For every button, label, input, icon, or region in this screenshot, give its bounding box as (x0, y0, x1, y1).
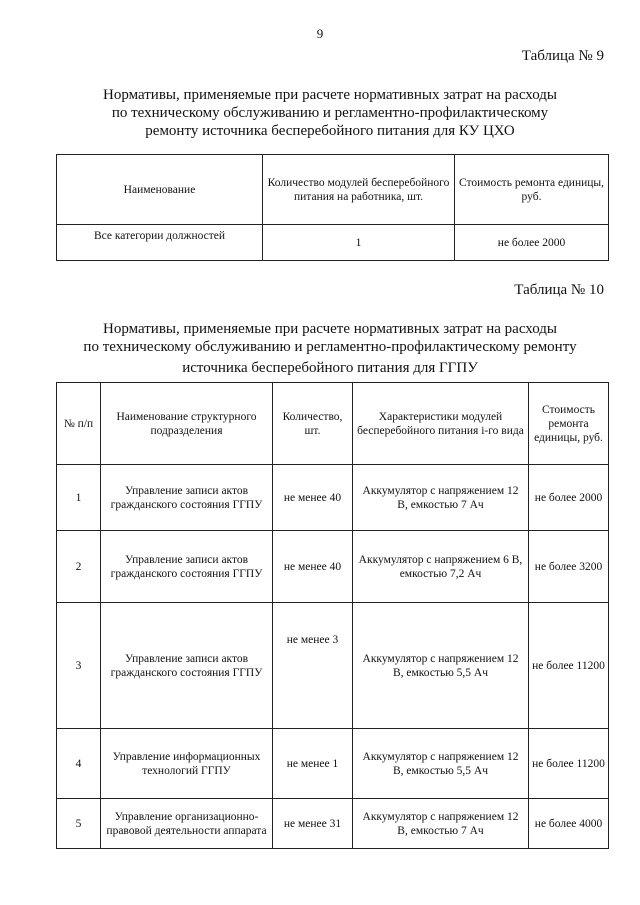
table-10-cell-department: Управление организационно-правовой деятельности аппарата (101, 799, 273, 849)
table-10-cell-characteristics: Аккумулятор с напряжением 12 В, емкостью 7 Ач (353, 465, 529, 531)
table-10-cell-department: Управление записи актов гражданского состояния ГГПУ (101, 531, 273, 603)
table-10-cell-characteristics: Аккумулятор с напряжением 12 В, емкостью 5,5 Ач (353, 603, 529, 729)
table-10-header-quantity: Количество, шт. (273, 383, 353, 465)
table-10-header-department: Наименование структурного подразделения (101, 383, 273, 465)
table-10-cell-department: Управление записи актов гражданского состояния ГГПУ (101, 603, 273, 729)
table-row (57, 225, 609, 261)
table-9-title-line: Нормативы, применяемые при расчете нормативных затрат на расходы (102, 87, 557, 103)
table-row (57, 531, 609, 603)
table-10-cell-characteristics: Аккумулятор с напряжением 12 В, емкостью 5,5 Ач (353, 729, 529, 799)
table-10-cell-number: 1 (57, 465, 101, 531)
table-9-header-name: Наименование (57, 155, 263, 225)
table-10-cell-characteristics: Аккумулятор с напряжением 6 В, емкостью 7,2 Ач (353, 531, 529, 603)
table-row (57, 729, 609, 799)
table-row (57, 465, 609, 531)
table-10-title (60, 320, 600, 377)
table-9-label: Таблица № 9 (521, 48, 604, 64)
table-row (57, 799, 609, 849)
table-10 (56, 382, 609, 849)
table-9-title-line: по техническому обслуживанию и регламентно-профилактическому (111, 105, 549, 121)
table-10-cell-cost: не более 11200 (529, 729, 609, 799)
table-10-cell-number: 2 (57, 531, 101, 603)
table-10-cell-number: 3 (57, 603, 101, 729)
table-10-cell-quantity: не менее 1 (273, 729, 353, 799)
table-row (57, 603, 609, 729)
table-10-title-line: источника бесперебойного питания для ГГПУ (182, 360, 478, 376)
table-10-cell-characteristics: Аккумулятор с напряжением 12 В, емкостью 7 Ач (353, 799, 529, 849)
table-9-header-row (57, 155, 609, 225)
table-9-header-cost: Стоимость ремонта единицы, руб. (455, 155, 609, 225)
table-10-cell-quantity: не менее 31 (273, 799, 353, 849)
table-9 (56, 154, 609, 261)
table-9-cell-quantity: 1 (263, 225, 455, 261)
page-number: 9 (316, 26, 324, 41)
table-9-title-line: ремонту источника бесперебойного питания для КУ ЦХО (145, 123, 515, 139)
table-10-header-row (57, 383, 609, 465)
table-10-cell-quantity: не менее 40 (273, 531, 353, 603)
table-10-cell-cost: не более 11200 (529, 603, 609, 729)
table-10-cell-number: 5 (57, 799, 101, 849)
table-10-title-line: Нормативы, применяемые при расчете нормативных затрат на расходы (102, 321, 557, 337)
table-10-cell-number: 4 (57, 729, 101, 799)
table-10-cell-department: Управление информационных технологий ГГПУ (101, 729, 273, 799)
table-9-cell-cost: не более 2000 (455, 225, 609, 261)
table-10-cell-quantity: не менее 40 (273, 465, 353, 531)
table-9-header-quantity: Количество модулей бесперебойного питания на работника, шт. (263, 155, 455, 225)
table-10-cell-quantity: не менее 3 (273, 603, 353, 729)
table-10-label: Таблица № 10 (514, 282, 604, 298)
table-10-header-characteristics: Характеристики модулей бесперебойного питания i-го вида (353, 383, 529, 465)
table-10-cell-cost: не более 2000 (529, 465, 609, 531)
table-10-cell-department: Управление записи актов гражданского состояния ГГПУ (101, 465, 273, 531)
table-10-header-number: № п/п (57, 383, 101, 465)
table-10-header-cost: Стоимость ремонта единицы, руб. (529, 383, 609, 465)
table-10-cell-cost: не более 3200 (529, 531, 609, 603)
table-9-cell-name: Все категории должностей (57, 225, 263, 261)
table-10-title-line: по техническому обслуживанию и регламентно-профилактическому ремонту (83, 339, 577, 355)
table-9-title (60, 86, 600, 140)
table-10-cell-cost: не более 4000 (529, 799, 609, 849)
